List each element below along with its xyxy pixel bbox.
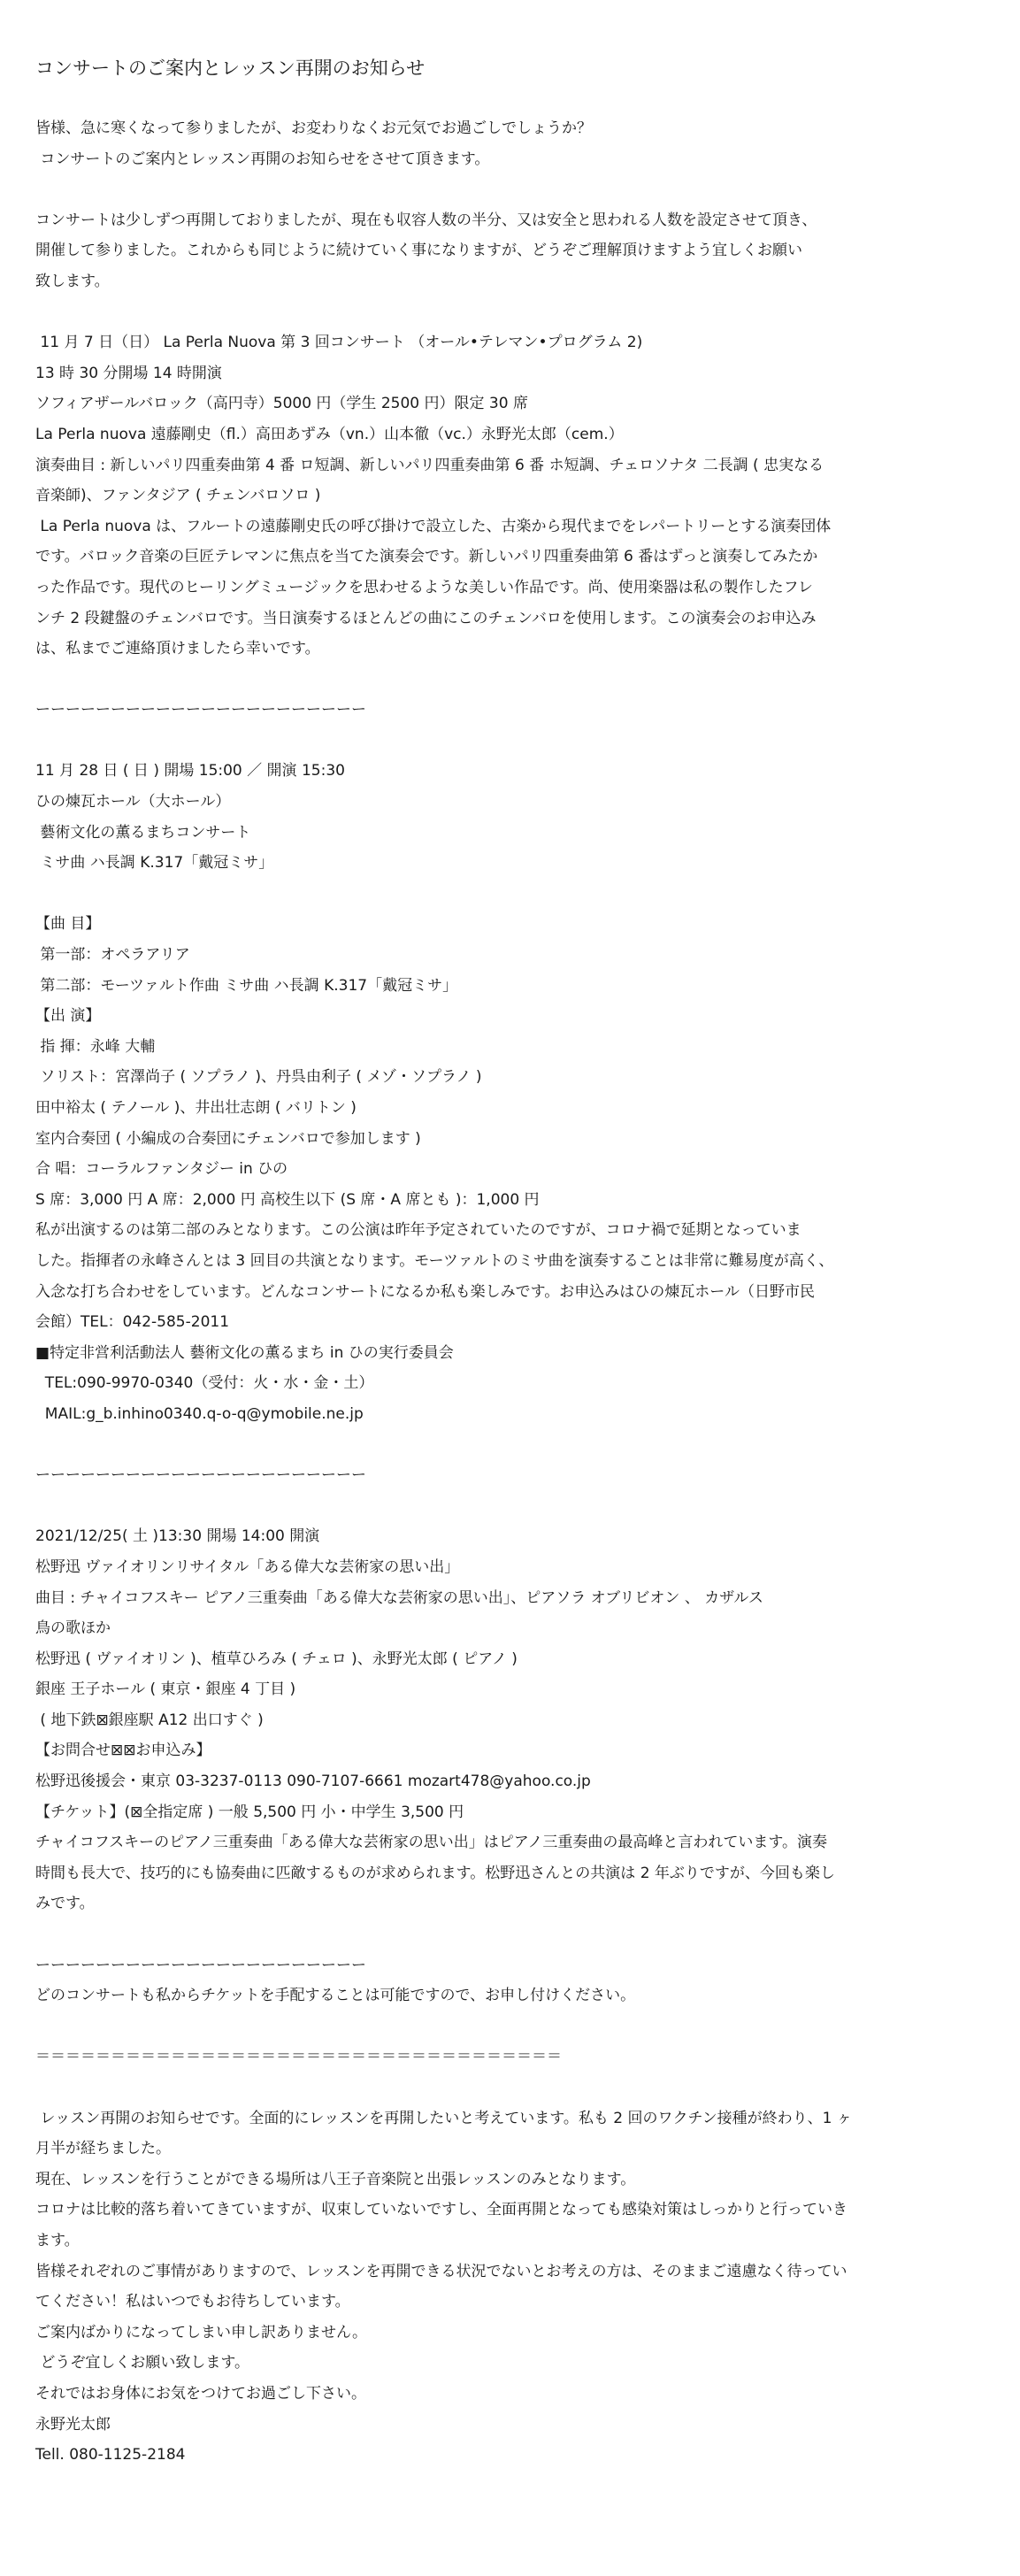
text-line: 致します。 xyxy=(35,272,110,290)
page-title: コンサートのご案内とレッスン再開のお知らせ xyxy=(35,58,426,79)
text-line: ( 地下鉄⊠銀座駅 A12 出口すぐ ) xyxy=(35,1711,264,1729)
text-line: どのコンサートも私からチケットを手配することは可能ですので、お申し付けください。 xyxy=(35,1987,636,2005)
text-line: 合 唱：コーラルファンタジー in ひの xyxy=(35,1160,288,1179)
text-line: MAIL:g_b.inhino0340.q-o-q@ymobile.ne.jp xyxy=(35,1404,364,1423)
text-line: 演奏曲目 : 新しいパリ四重奏曲第 4 番 ロ短調、新しいパリ四重奏曲第 6 番 ホ短調、チェロソナタ 二長調 ( 忠実なる xyxy=(35,456,824,474)
text-line: ＝＝＝＝＝＝＝＝＝＝＝＝＝＝＝＝＝＝＝＝＝＝＝＝＝＝＝＝＝＝＝＝＝＝＝ xyxy=(35,2048,562,2066)
blank-line xyxy=(35,1430,991,1461)
text-line: 田中裕太 ( テノール )、井出壮志朗 ( バリトン ) xyxy=(35,1099,357,1117)
text-line: ソフィアザールバロック（高円寺）5000 円（学生 2500 円）限定 30 席 xyxy=(35,395,528,413)
text-line: S 席：3,000 円 A 席：2,000 円 高校生以下 (S 席・A 席とも )：1,000 円 xyxy=(35,1190,540,1209)
text-line: 開催して参りました。これからも同じように続けていく事になりますが、どうぞご理解頂けますよう宜しくお願い xyxy=(35,242,802,260)
document-body xyxy=(35,55,991,2471)
text-line: コロナは比較的落ち着いてきていますが、収束していないですし、全面再開となっても感染対策はしっかりと行っていき xyxy=(35,2201,847,2219)
text-line: ひの煉瓦ホール（大ホール） xyxy=(35,793,231,811)
text-line: 曲目 : チャイコフスキー ピアノ三重奏曲「ある偉大な芸術家の思い出」、ピアソラ オブリビオン 、 カザルス xyxy=(35,1588,763,1607)
text-line: みです。 xyxy=(35,1895,95,1913)
blank-line xyxy=(35,2011,991,2042)
text-line: 松野迅 ( ヴァイオリン )、植草ひろみ ( チェロ )、永野光太郎 ( ピアノ ) xyxy=(35,1649,518,1668)
text-line: った作品です。現代のヒーリングミュージックを思わせるような美しい作品です。尚、使用楽器は私の製作したフレ xyxy=(35,578,813,596)
text-line: 鳥の歌ほか xyxy=(35,1619,111,1638)
text-line: TEL:090-9970-0340（受付：火・水・金・土） xyxy=(35,1374,374,1393)
text-line: どうぞ宜しくお願い致します。 xyxy=(35,2354,250,2372)
text-line: ンチ 2 段鍵盤のチェンバロです。当日演奏するほとんどの曲にこのチェンバロを使用します。この演奏会のお申込み xyxy=(35,609,817,627)
text-line: ミサ曲 ハ長調 K.317「戴冠ミサ」 xyxy=(35,854,274,873)
text-line: 第一部：オペラアリア xyxy=(35,946,190,965)
text-line: した。指揮者の永峰さんとは 3 回目の共演となります。モーツァルトのミサ曲を演奏することは非常に難易度が高く、 xyxy=(35,1251,834,1270)
blank-line xyxy=(35,879,991,910)
text-line: 私が出演するのは第二部のみとなります。この公演は昨年予定されていたのですが、コロナ禍で延期となっていま xyxy=(35,1221,801,1240)
text-line: 【曲 目】 xyxy=(35,915,101,934)
blank-line xyxy=(35,297,991,328)
blank-line xyxy=(35,726,991,757)
text-line: ソリスト：宮澤尚子 ( ソプラノ )、丹呉由利子 ( メゾ・ソプラノ ) xyxy=(35,1068,482,1087)
text-line: 11 月 28 日 ( 日 ) 開場 15:00 ／ 開演 15:30 xyxy=(35,762,345,780)
text-line: 皆様それぞれのご事情がありますので、レッスンを再開できる状況でないとお考えの方は、そのままご遠慮なく待ってい xyxy=(35,2262,847,2280)
text-line: Tell. 080-1125-2184 xyxy=(35,2446,186,2465)
text-line: 松野迅 ヴァイオリンリサイタル「ある偉大な芸術家の思い出」 xyxy=(35,1557,460,1576)
blank-line xyxy=(35,1919,991,1950)
text-line: 銀座 王子ホール ( 東京・銀座 4 丁目 ) xyxy=(35,1680,296,1699)
text-line: ーーーーーーーーーーーーーーーーーーーーーー xyxy=(35,701,366,719)
text-line: コンサートは少しずつ再開しておりましたが、現在も収容人数の半分、又は安全と思われる人数を設定させて頂き、 xyxy=(35,211,817,229)
blank-line xyxy=(35,2072,991,2103)
text-line: 【出 演】 xyxy=(35,1007,101,1026)
text-line: レッスン再開のお知らせです。全面的にレッスンを再開したいと考えています。私も 2 回のワクチン接種が終わり、1 ヶ xyxy=(35,2109,852,2127)
text-line: 室内合奏団 ( 小編成の合奏団にチェンバロで参加します ) xyxy=(35,1129,421,1148)
text-line: 13 時 30 分開場 14 時開演 xyxy=(35,364,222,382)
text-line: 時間も長大で、技巧的にも協奏曲に匹敵するものが求められます。松野迅さんとの共演は 2 年ぶりですが、今回も楽し xyxy=(35,1864,835,1882)
text-line: 音楽師)、ファンタジア ( チェンバロソロ ) xyxy=(35,487,321,505)
text-line: 皆様、急に寒くなって参りましたが、お変わりなくお元気でお過ごしでしょうか？ xyxy=(35,119,592,137)
text-line: 現在、レッスンを行うことができる場所は八王子音楽院と出張レッスンのみとなります。 xyxy=(35,2170,636,2188)
text-line: 松野迅後援会・東京 03-3237-0113 090-7107-6661 mozart478@yahoo.co.jp xyxy=(35,1772,591,1791)
text-line: 【チケット】(⊠全指定席 ) 一般 5,500 円 小・中学生 3,500 円 xyxy=(35,1803,464,1821)
text-line: 11 月 7 日（日） La Perla Nuova 第 3 回コンサート （オール•テレマン•プログラム 2) xyxy=(35,334,643,352)
text-line: ■特定非営利活動法人 藝術文化の薫るまち in ひの実行委員会 xyxy=(35,1343,454,1362)
text-line: それではお身体にお気をつけてお過ごし下さい。 xyxy=(35,2384,366,2403)
text-line: 永野光太郎 xyxy=(35,2415,111,2434)
document-text xyxy=(35,113,991,2471)
text-line: チャイコフスキーのピアノ三重奏曲「ある偉大な芸術家の思い出」はピアノ三重奏曲の最高峰と言われています。演奏 xyxy=(35,1834,828,1852)
text-line: 指 揮：永峰 大輔 xyxy=(35,1037,156,1056)
text-line: ご案内ばかりになってしまい申し訳ありません。 xyxy=(35,2323,368,2341)
text-line: です。バロック音楽の巨匠テレマンに焦点を当てた演奏会です。新しいパリ四重奏曲第 6 番はずっと演奏してみたか xyxy=(35,548,818,566)
text-line: コンサートのご案内とレッスン再開のお知らせをさせて頂きます。 xyxy=(35,150,490,168)
text-line: 2021/12/25( 土 )13:30 開場 14:00 開演 xyxy=(35,1527,320,1546)
text-line: La Perla nuova は、フルートの遠藤剛史氏の呼び掛けで設立した、古楽から現代までをレパートリーとする演奏団体 xyxy=(35,517,832,535)
text-line: 【お問合せ⊠⊠お申込み】 xyxy=(35,1742,211,1760)
text-line: てください！私はいつでもお待ちしています。 xyxy=(35,2293,350,2311)
blank-line xyxy=(35,174,991,205)
text-line: 会館）TEL：042-585-2011 xyxy=(35,1313,230,1332)
text-line: ます。 xyxy=(35,2231,80,2249)
text-line: 第二部：モーツァルト作曲 ミサ曲 ハ長調 K.317「戴冠ミサ」 xyxy=(35,976,458,995)
blank-line xyxy=(35,665,991,696)
text-line: La Perla nuova 遠藤剛史（fl.）高田あずみ（vn.）山本徹（vc.）永野光太郎（cem.） xyxy=(35,425,624,443)
text-line: ーーーーーーーーーーーーーーーーーーーーーー xyxy=(35,1466,366,1485)
text-line: 月半が経ちました。 xyxy=(35,2140,171,2158)
text-line: 入念な打ち合わせをしています。どんなコンサートになるか私も楽しみです。お申込みはひの煉瓦ホール（日野市民 xyxy=(35,1282,815,1301)
text-line: 藝術文化の薫るまちコンサート xyxy=(35,823,251,842)
text-line: ーーーーーーーーーーーーーーーーーーーーーー xyxy=(35,1956,366,1974)
blank-line xyxy=(35,1491,991,1522)
text-line: は、私までご連絡頂けましたら幸いです。 xyxy=(35,640,320,658)
